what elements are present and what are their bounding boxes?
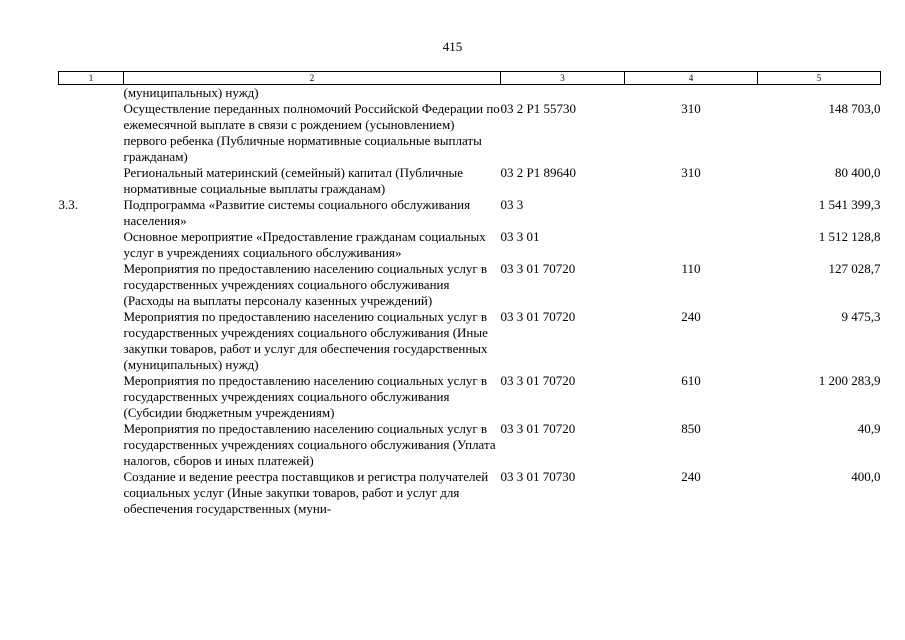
row-code: 03 2 P1 55730 — [500, 101, 576, 116]
row-amount: 9 475,3 — [841, 309, 881, 324]
row-expense-type: 240 — [681, 469, 701, 484]
row-amount: 40,9 — [857, 421, 881, 436]
row-code: 03 3 — [500, 197, 524, 212]
table-row — [59, 229, 881, 261]
table-row — [59, 261, 881, 309]
table-row — [59, 85, 881, 102]
row-code: 03 3 01 70720 — [500, 261, 576, 276]
row-expense-type — [625, 85, 758, 102]
row-expense-type: 310 — [681, 165, 701, 180]
page-number: 415 — [442, 39, 463, 54]
row-number — [59, 373, 124, 421]
row-name: Мероприятия по предоставлению населению социальных услуг в государственных учреждениях социального обслуживания (Уплата налогов, сборов и иных платежей) — [123, 421, 496, 468]
row-expense-type — [625, 197, 758, 229]
row-amount: 127 028,7 — [828, 261, 881, 276]
row-amount: 1 200 283,9 — [818, 373, 881, 388]
row-number — [59, 469, 124, 517]
row-number — [59, 85, 124, 102]
row-number — [59, 101, 124, 165]
row-amount: 80 400,0 — [835, 165, 881, 180]
row-name: Подпрограмма «Развитие системы социального обслуживания населения» — [123, 197, 471, 228]
table-row — [59, 197, 881, 229]
row-amount: 1 512 128,8 — [818, 229, 881, 244]
column-header: 5 — [758, 72, 881, 85]
row-number — [59, 261, 124, 309]
row-code: 03 3 01 70720 — [500, 309, 576, 324]
row-amount: 1 541 399,3 — [818, 197, 881, 212]
row-number — [59, 421, 124, 469]
budget-table — [58, 71, 881, 517]
row-expense-type: 240 — [681, 309, 701, 324]
table-header — [59, 72, 881, 85]
row-code: 03 3 01 70720 — [500, 421, 576, 436]
row-name: Мероприятия по предоставлению населению социальных услуг в государственных учреждениях социального обслуживания (Расходы на выплаты персоналу казенных учреждений) — [123, 261, 488, 308]
row-expense-type — [625, 229, 758, 261]
row-amount: 148 703,0 — [828, 101, 881, 116]
row-name: Мероприятия по предоставлению населению социальных услуг в государственных учреждениях социального обслуживания (Субсидии бюджетным учреждениям) — [123, 373, 488, 420]
row-expense-type: 850 — [681, 421, 701, 436]
table-row — [59, 469, 881, 517]
column-header: 4 — [625, 72, 758, 85]
row-number — [59, 309, 124, 373]
row-expense-type: 610 — [681, 373, 701, 388]
row-code — [501, 85, 625, 102]
row-name: Создание и ведение реестра поставщиков и регистра получателей социальных услуг (Иные закупки товаров, работ и услуг для обеспечения государственных (муни- — [123, 469, 489, 516]
column-header: 2 — [124, 72, 501, 85]
row-code: 03 3 01 70730 — [500, 469, 576, 484]
table-row — [59, 165, 881, 197]
table-body — [59, 85, 881, 518]
row-code: 03 2 P1 89640 — [500, 165, 576, 180]
row-number — [59, 229, 124, 261]
row-name: Осуществление переданных полномочий Российской Федерации по ежемесячной выплате в связи с рождением (усыновлением) первого ребенка (Публичные нормативные социальные выплаты гражданам) — [123, 101, 500, 164]
row-name: Мероприятия по предоставлению населению социальных услуг в государственных учреждениях социального обслуживания (Иные закупки товаров, работ и услуг для обеспечения государственных (муниципальных) нужд) — [123, 309, 488, 372]
row-amount — [758, 85, 881, 102]
table-row — [59, 421, 881, 469]
row-name: Региональный материнский (семейный) капитал (Публичные нормативные социальные выплаты гражданам) — [123, 165, 464, 196]
column-header: 1 — [59, 72, 124, 85]
row-number — [59, 165, 124, 197]
row-code: 03 3 01 70720 — [500, 373, 576, 388]
row-name: Основное мероприятие «Предоставление гражданам социальных услуг в учреждениях социального обслуживания» — [123, 229, 486, 260]
table-row — [59, 101, 881, 165]
row-expense-type: 310 — [681, 101, 701, 116]
row-expense-type: 110 — [681, 261, 701, 276]
row-number: 3.3. — [58, 197, 78, 212]
row-name: (муниципальных) нужд) — [123, 85, 259, 100]
row-amount: 400,0 — [851, 469, 881, 484]
row-code: 03 3 01 — [500, 229, 540, 244]
column-header: 3 — [501, 72, 625, 85]
table-row — [59, 309, 881, 373]
table-row — [59, 373, 881, 421]
